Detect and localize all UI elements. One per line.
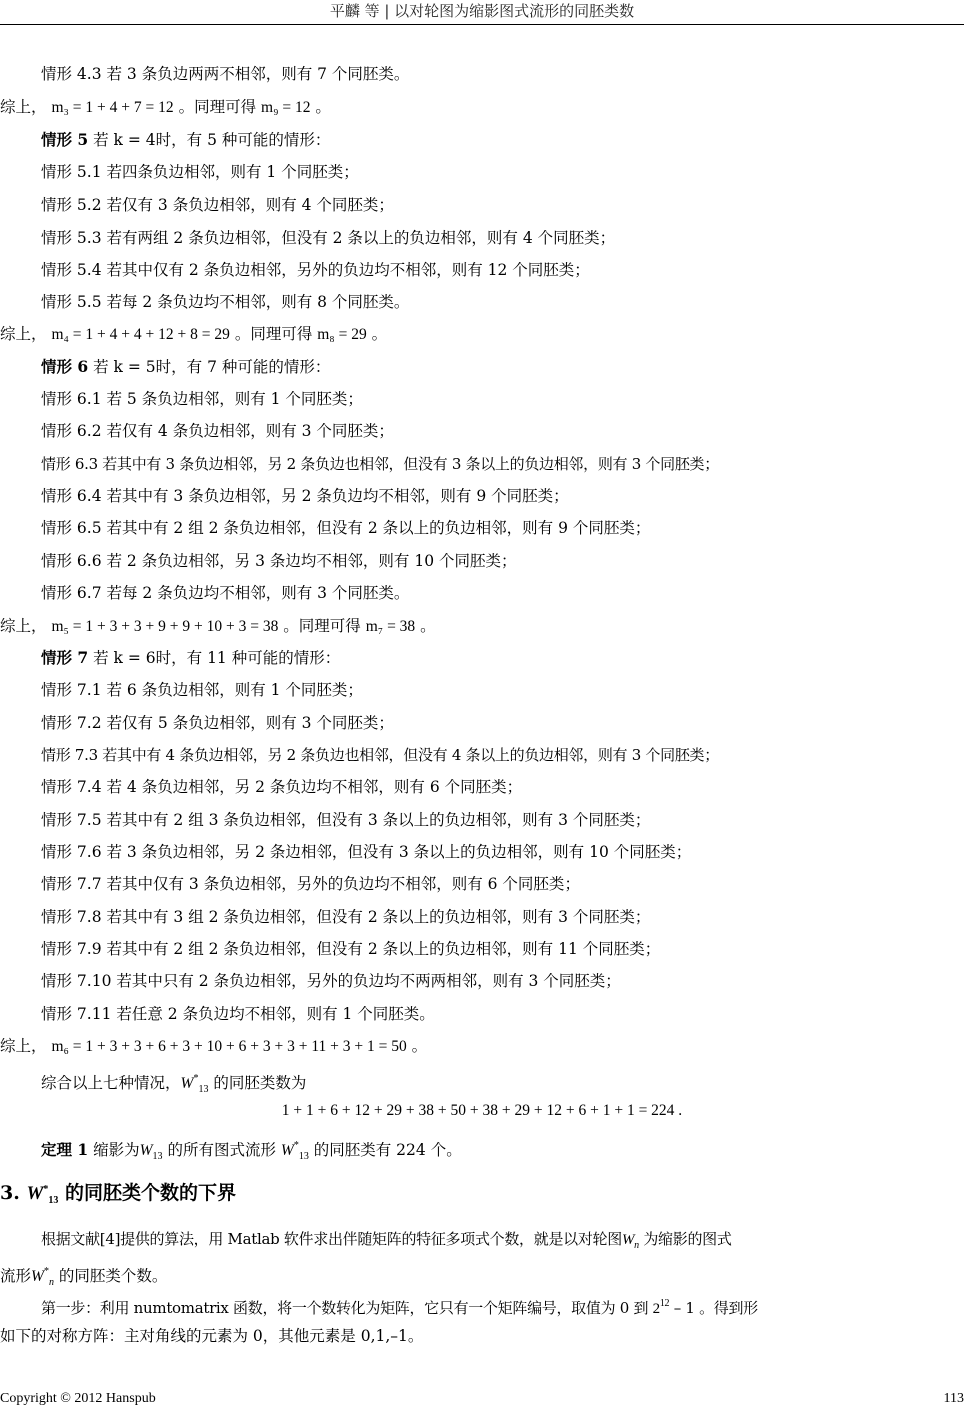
case-5-4: 情形 5.4 若其中仅有 2 条负边相邻，另外的负边均不相邻，则有 12 个同胚类； [41,261,590,279]
case-6-5: 情形 6.5 若其中有 2 组 2 条负边相邻，但没有 2 条以上的负边相邻，则有 9 个同胚类； [41,519,651,537]
summary-m6 [0,1036,964,1057]
page-footer [0,1391,964,1407]
section-3-heading [0,1180,964,1211]
case-7-10: 情形 7.10 若其中只有 2 条负边相邻，另外的负边均不两两相邻，则有 3 个同胚类； [41,972,621,990]
case-7-5: 情形 7.5 若其中有 2 组 3 条负边相邻，但没有 3 条以上的负边相邻，则有 3 个同胚类； [41,811,651,829]
summary-m5 [0,616,964,637]
equation: m₇ = 38 [365,618,416,635]
equation: m₉ = 12 [261,99,311,116]
text: 根据文献[4]提供的算法，用 Matlab 软件求出伴随矩阵的特征多项式个数，就是以对轮图 [41,1230,622,1248]
para-2-line-1 [0,1294,964,1319]
case-6-3: 情形 6.3 若其中有 3 条负边相邻，另 2 条负边也相邻，但没有 3 条以上的负边相邻，则有 3 个同胚类； [41,455,719,473]
case-4-3: 情形 4.3 若 3 条负边两两不相邻，则有 7 个同胚类。 [41,65,410,83]
summary-m3 [0,97,964,118]
subscript: 13 [48,1195,59,1206]
text: 的同胚类数为 [208,1074,307,1092]
summary-end: 。 [420,617,436,635]
total-intro [0,1069,964,1100]
case-7-9: 情形 7.9 若其中有 2 组 2 条负边相邻，但没有 2 条以上的负边相邻，则有 11 个同胚类； [41,940,661,958]
summary-m4 [0,324,964,345]
case-5-heading [0,130,964,150]
header-rule [0,24,964,25]
case-6-7: 情形 6.7 若每 2 条负边均不相邻，则有 3 个同胚类。 [41,584,410,602]
power-base: 2 [652,1301,660,1317]
text: 第一步：利用 numtomatrix 函数，将一个数转化为矩阵，它只有一个矩阵编号，取值为 0 到 [41,1299,653,1317]
case-6-2: 情形 6.2 若仅有 4 条负边相邻，则有 3 个同胚类； [41,422,394,440]
summary-end: 。 [315,98,331,116]
theorem-label: 定理 1 [41,1140,89,1159]
summary-prefix: 综上， [0,325,47,343]
w-symbol: W [31,1268,44,1285]
subscript: n [634,1240,639,1251]
superscript: * [43,1184,49,1195]
case-5-3: 情形 5.3 若有两组 2 条负边相邻，但没有 2 条以上的负边相邻，则有 4 个同胚类； [41,229,616,247]
w-symbol: W [139,1142,153,1159]
superscript: * [193,1073,199,1084]
summary-text: 。同理可得 [234,325,318,343]
exponent: 12 [659,1298,670,1309]
case-text: 若 k = 4时，有 5 种可能的情形： [88,131,331,149]
case-5-1: 情形 5.1 若四条负边相邻，则有 1 个同胚类； [41,163,359,181]
equation: m₃ = 1 + 4 + 7 = 12 [51,99,174,116]
case-7-6: 情形 7.6 若 3 条负边相邻，另 2 条边相邻，但没有 3 条以上的负边相邻，则有 10 个同胚类； [41,843,692,861]
case-7-11: 情形 7.11 若任意 2 条负边均不相邻，则有 1 个同胚类。 [41,1005,435,1023]
text: 为缩影的图式 [638,1230,732,1248]
equation: m₆ = 1 + 3 + 3 + 6 + 3 + 10 + 6 + 3 + 3 + 11 + 3 + 1 = 50 [51,1038,407,1055]
text: 流形 [0,1267,32,1285]
summary-prefix: 综上， [0,1037,47,1055]
subscript: 13 [298,1151,309,1162]
summary-prefix: 综上， [0,617,47,635]
text: 缩影为 [88,1141,140,1159]
w-symbol: W [280,1142,294,1159]
case-6-heading [0,357,964,377]
para-1-line-1 [0,1229,964,1256]
theorem-1 [0,1136,964,1167]
case-6-1: 情形 6.1 若 5 条负边相邻，则有 1 个同胚类； [41,390,363,408]
case-5-5: 情形 5.5 若每 2 条负边均不相邻，则有 8 个同胚类。 [41,293,410,311]
case-7-2: 情形 7.2 若仅有 5 条负边相邻，则有 3 个同胚类； [41,714,394,732]
case-5-2: 情形 5.2 若仅有 3 条负边相邻，则有 4 个同胚类； [41,196,394,214]
text: 的所有图式流形 [162,1141,281,1159]
case-6-4: 情形 6.4 若其中有 3 条负边相邻，另 2 条负边均不相邻，则有 9 个同胚类； [41,487,569,505]
case-7-heading [0,648,964,668]
case-label: 情形 5 [41,130,89,149]
text: 的同胚类有 224 个。 [308,1141,462,1159]
text: 综合以上七种情况， [41,1074,181,1092]
w-symbol: W [180,1075,194,1092]
summary-prefix: 综上， [0,98,47,116]
summary-end: 。 [411,1037,428,1055]
w-symbol: W [621,1232,635,1248]
summary-end: 。 [371,325,388,343]
case-7-8: 情形 7.8 若其中有 3 组 2 条负边相邻，但没有 2 条以上的负边相邻，则有 3 个同胚类； [41,908,651,926]
para-2-line-2: 如下的对称方阵：主对角线的元素为 0，其他元素是 0,1,–1。 [0,1327,424,1345]
summary-text: 。同理可得 [178,98,262,116]
case-text: 若 k = 6时，有 11 种可能的情形： [88,649,341,667]
page-number: 113 [943,1391,964,1406]
copyright: Copyright © 2012 Hanspub [0,1391,156,1406]
summary-text: 。同理可得 [283,617,366,635]
equation: m₄ = 1 + 4 + 4 + 12 + 8 = 29 [51,326,230,343]
text: – 1 。得到形 [669,1299,758,1317]
case-label: 情形 7 [41,648,89,667]
case-7-3: 情形 7.3 若其中有 4 条负边相邻，另 2 条负边也相邻，但没有 4 条以上的负边相邻，则有 3 个同胚类； [41,746,719,764]
equation: m₈ = 29 [317,326,367,343]
case-text: 若 k = 5时，有 7 种可能的情形： [88,358,331,376]
running-header: 平麟 等 | 以对轮图为缩影图式流形的同胚类数 [329,2,635,20]
equation: m₅ = 1 + 3 + 3 + 9 + 9 + 10 + 3 = 38 [51,618,279,635]
para-1-line-2 [0,1262,964,1293]
subscript: 13 [198,1084,209,1095]
superscript: * [293,1140,299,1151]
w-symbol: W [26,1183,44,1204]
case-7-4: 情形 7.4 若 4 条负边相邻，另 2 条负边均不相邻，则有 6 个同胚类； [41,778,523,796]
case-6-6: 情形 6.6 若 2 条负边相邻，另 3 条边均不相邻，则有 10 个同胚类； [41,552,517,570]
case-7-1: 情形 7.1 若 6 条负边相邻，则有 1 个同胚类； [41,681,363,699]
subscript: 13 [152,1151,163,1162]
case-7-7: 情形 7.7 若其中仅有 3 条负边相邻，另外的负边均不相邻，则有 6 个同胚类； [41,875,580,893]
total-equation: 1 + 1 + 6 + 12 + 29 + 38 + 50 + 38 + 29 + 12 + 6 + 1 + 1 = 224 . [281,1102,683,1119]
text: 的同胚类个数。 [53,1267,168,1285]
superscript: * [43,1266,49,1277]
subscript: n [48,1277,54,1288]
section-title: 的同胚类个数的下界 [58,1182,236,1204]
case-label: 情形 6 [41,357,89,376]
section-number: 3. [0,1182,27,1204]
